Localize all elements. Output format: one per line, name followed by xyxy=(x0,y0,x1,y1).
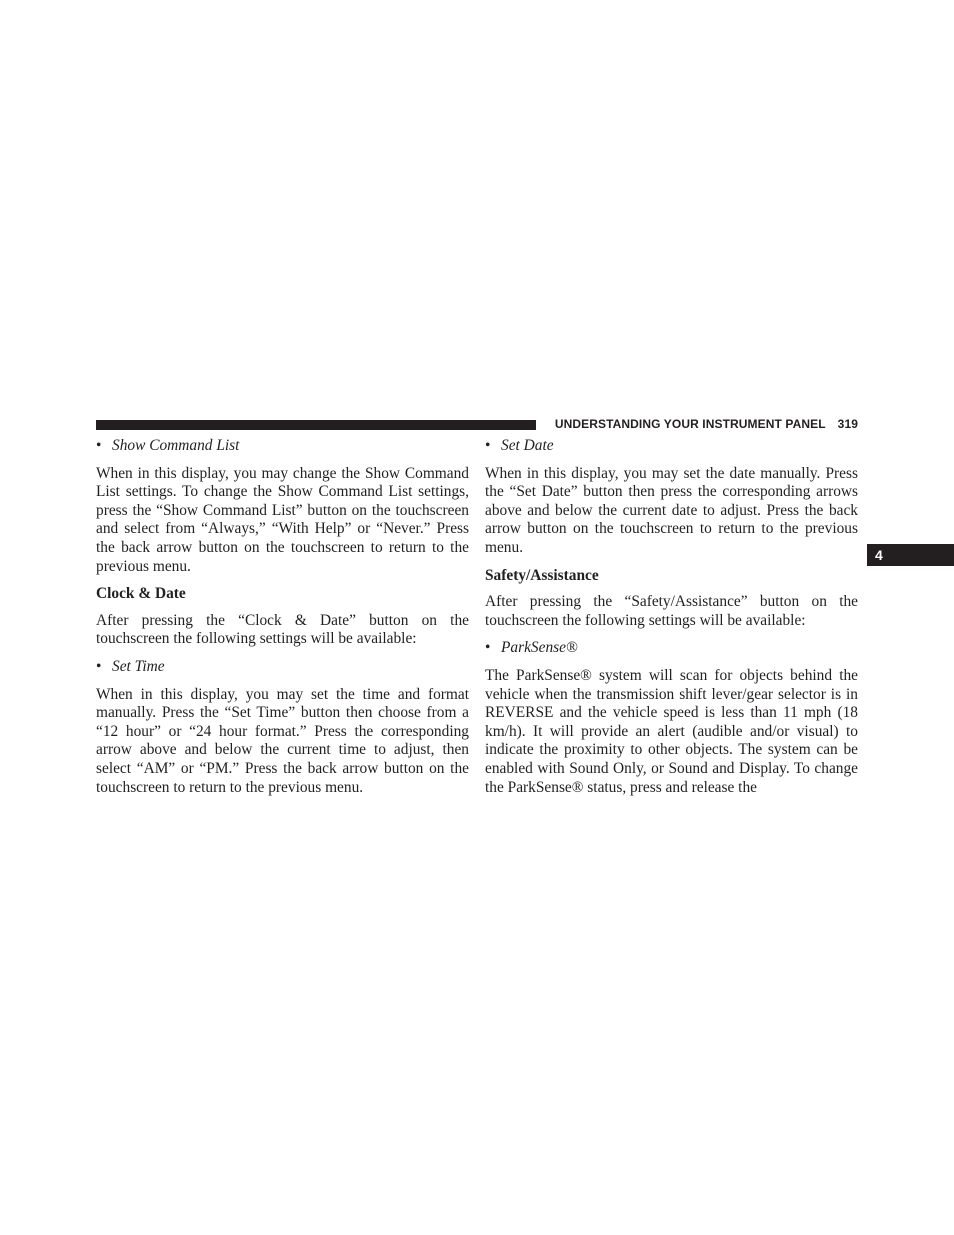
chapter-number: 4 xyxy=(875,547,883,563)
paragraph-parksense: The ParkSense® system will scan for objects behind the vehicle when the transmission shift lever/gear selector is in REVERSE and the vehicle speed is less than 11 mph (18 km/h). It will provide an alert (audible and/or visual) to indicate the proximity to other objects. The system can be enabled with Sound Only, or Sound and Display. To change the ParkSense® status, press and release the xyxy=(485,666,858,796)
page-number: 319 xyxy=(837,417,858,431)
bullet-label: Set Date xyxy=(501,437,554,454)
paragraph-set-time: When in this display, you may set the time and format manually. Press the “Set Time” button then choose from a “12 hour” or “24 hour format.” Press the corresponding arrow above and below the current time to adjust, then select “AM” or “PM.” Press the back arrow button on the touchscreen to return to the previous menu. xyxy=(96,685,469,796)
right-column xyxy=(485,437,858,806)
bullet-marker: • xyxy=(96,437,102,454)
bullet-marker: • xyxy=(96,657,102,675)
header-rule xyxy=(96,420,536,430)
bullet-item-parksense xyxy=(485,639,858,658)
left-column xyxy=(96,437,469,806)
bullet-label: Show Command List xyxy=(112,437,240,454)
bullet-item-set-date xyxy=(485,437,858,456)
heading-clock-date: Clock & Date xyxy=(96,585,186,603)
paragraph-show-command-list: When in this display, you may change the Show Command List settings. To change the Show Command List settings, press the “Show Command List” button on the touchscreen and select from “Always,” “With Help” or “Never.” Press the back arrow button on the touchscreen to return to the previous menu. xyxy=(96,464,469,575)
bullet-label: ParkSense® xyxy=(501,639,578,657)
section-title: UNDERSTANDING YOUR INSTRUMENT PANEL xyxy=(554,417,826,431)
bullet-marker: • xyxy=(485,639,491,657)
heading-safety-assistance: Safety/Assistance xyxy=(485,566,599,584)
paragraph-set-date: When in this display, you may set the date manually. Press the “Set Date” button then press the corresponding arrows above and below the current date to adjust. Press the back arrow button on the touchscreen to return to the previous menu. xyxy=(485,464,858,556)
paragraph-clock-date: After pressing the “Clock & Date” button on the touchscreen the following settings will be available: xyxy=(96,611,469,648)
bullet-item-show-command-list xyxy=(96,437,469,456)
bullet-item-set-time xyxy=(96,658,469,677)
chapter-tab xyxy=(867,544,954,566)
running-header xyxy=(546,417,858,431)
paragraph-safety-assistance: After pressing the “Safety/Assistance” button on the touchscreen the following settings will be available: xyxy=(485,593,858,629)
bullet-marker: • xyxy=(485,437,491,454)
bullet-label: Set Time xyxy=(112,657,165,675)
